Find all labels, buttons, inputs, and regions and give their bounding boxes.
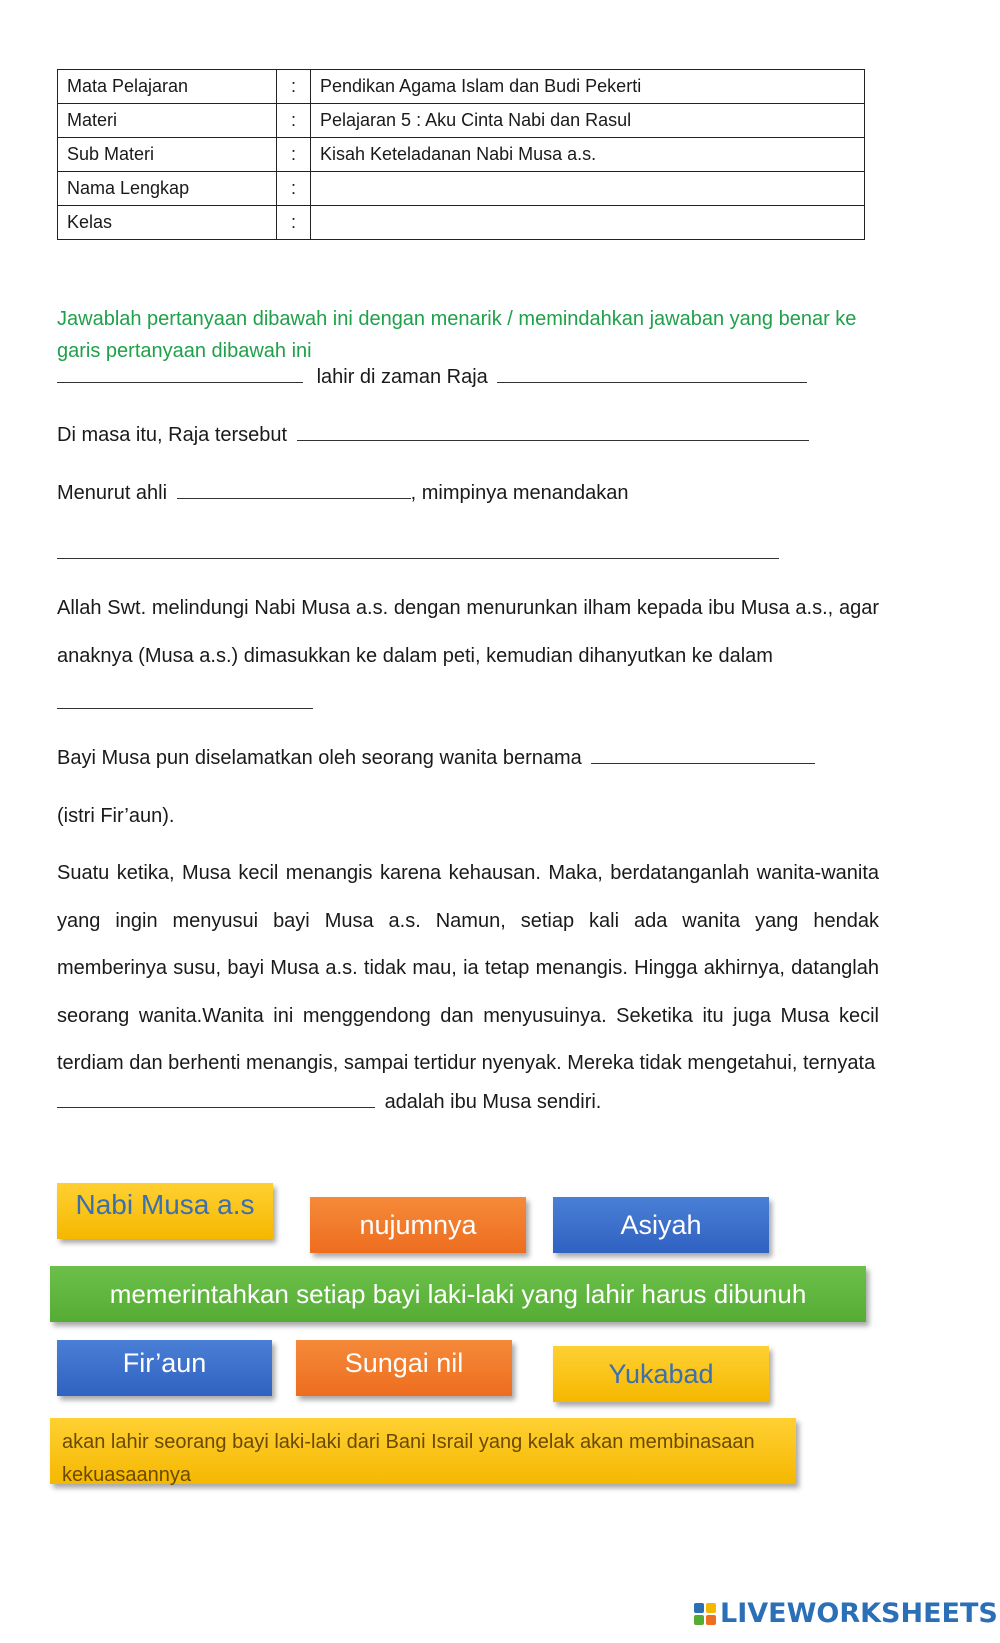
question-2-text: Di masa itu, Raja tersebut [57,424,288,446]
brand-name: LIVEWORKSHEETS [720,1598,998,1629]
answer-firaun[interactable]: Fir’aun [57,1340,272,1396]
info-value: Kisah Keteladanan Nabi Musa a.s. [311,138,865,172]
question-3 [57,482,629,505]
question-6-end [57,1091,601,1114]
question-3-text: Menurut ahli [57,482,168,504]
drop-zone-3[interactable] [297,440,809,441]
answer-perintah[interactable]: memerintahkan setiap bayi laki-laki yang lahir harus dibunuh [50,1266,866,1322]
drop-zone-6[interactable] [57,708,313,709]
info-colon: : [277,138,311,172]
drop-zone-1[interactable] [57,382,303,383]
instruction-text: Jawablah pertanyaan dibawah ini dengan menarik / memindahkan jawaban yang benar ke garis pertanyaan dibawah ini [57,308,857,362]
liveworksheets-logo [694,1598,998,1629]
info-colon: : [277,70,311,104]
info-row-kelas [58,206,865,240]
answer-nujumnya[interactable]: nujumnya [310,1197,526,1253]
info-row-sub-materi [58,138,865,172]
info-label: Mata Pelajaran [58,70,277,104]
drop-zone-7[interactable] [591,763,815,764]
info-row-materi [58,104,865,138]
info-label: Sub Materi [58,138,277,172]
answer-yukabad[interactable]: Yukabad [553,1346,769,1402]
info-label: Materi [58,104,277,138]
answer-sungai-nil[interactable]: Sungai nil [296,1340,512,1396]
nama-lengkap-field[interactable] [311,172,865,206]
info-table [57,69,865,240]
kelas-field[interactable] [311,206,865,240]
info-label: Kelas [58,206,277,240]
question-4-text: Allah Swt. melindungi Nabi Musa a.s. dengan menurunkan ilham kepada ibu Musa a.s., agar anaknya (Musa a.s.) dimasukkan ke dalam peti, kemudian dihanyutkan ke dalam [57,597,879,667]
info-colon: : [277,172,311,206]
question-1-text: lahir di zaman Raja [316,366,488,388]
question-1 [57,366,807,389]
answer-asiyah[interactable]: Asiyah [553,1197,769,1253]
info-label: Nama Lengkap [58,172,277,206]
question-6-text: Suatu ketika, Musa kecil menangis karena kehausan. Maka, berdatanganlah wanita-wanita yang ingin menyusui bayi Musa a.s. Namun, setiap kali ada wanita yang hendak memberinya susu, bayi Musa a.s. tidak mau, ia tetap menangis. Hingga akhirnya, datanglah seorang wanita.Wanita ini menggendong dan menyusuinya. Seketika itu juga Musa kecil terdiam dan berhenti menangis, sampai tertidur nyenyak. Mereka tidak mengetahui, ternyata [57,862,879,1074]
answer-ramalan[interactable]: akan lahir seorang bayi laki-laki dari Bani Israil yang kelak akan membinasaan kekuasaannya [50,1418,796,1484]
answer-nabi-musa[interactable]: Nabi Musa a.s [57,1183,273,1239]
question-5-note: (istri Fir’aun). [57,805,175,827]
info-row-nama-lengkap [58,172,865,206]
question-2 [57,424,809,447]
info-value: Pelajaran 5 : Aku Cinta Nabi dan Rasul [311,104,865,138]
info-colon: : [277,206,311,240]
info-row-mata-pelajaran [58,70,865,104]
liveworksheets-icon [694,1603,716,1625]
info-colon: : [277,104,311,138]
question-3-text-end: , mimpinya menandakan [410,482,629,504]
drop-zone-2[interactable] [497,382,807,383]
drop-zone-5[interactable] [57,558,779,559]
drop-zone-4[interactable] [177,498,411,499]
question-5-text: Bayi Musa pun diselamatkan oleh seorang wanita bernama [57,747,582,769]
question-5 [57,747,815,770]
drop-zone-8[interactable] [57,1107,375,1108]
info-value: Pendikan Agama Islam dan Budi Pekerti [311,70,865,104]
question-6-end-text: adalah ibu Musa sendiri. [384,1091,602,1113]
